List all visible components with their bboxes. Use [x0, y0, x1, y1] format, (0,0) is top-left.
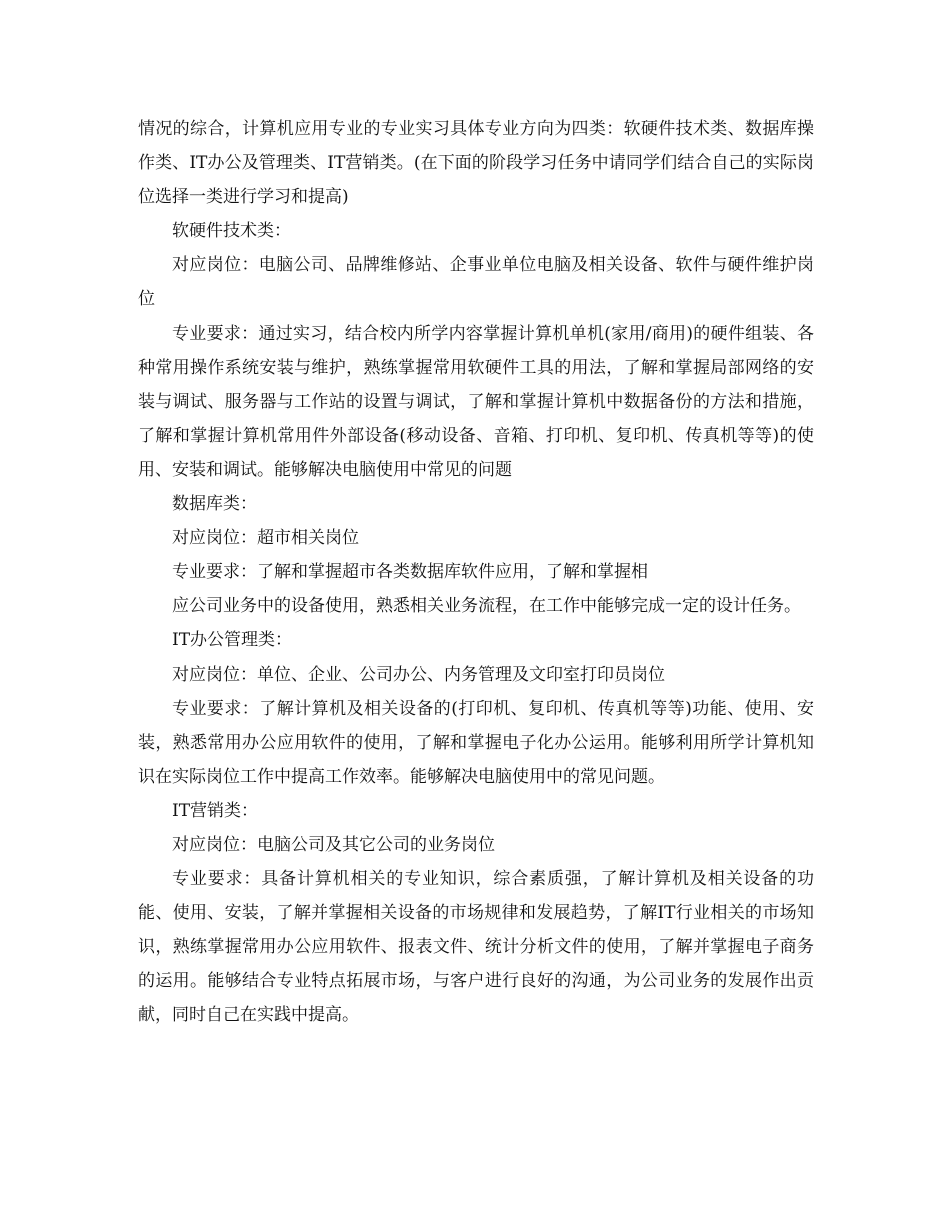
paragraph-database-positions: 对应岗位：超市相关岗位: [172, 528, 359, 549]
paragraph-database-requirements-continued: 应公司业务中的设备使用，熟悉相关业务流程，在工作中能够完成一定的设计任务。: [172, 596, 801, 617]
paragraph-hardware-requirements: 专业要求：通过实习，结合校内所学内容掌握计算机单机(家用/商用)的硬件组装、各种常用操作系统安装与维护，熟练掌握常用软硬件工具的用法，了解和掌握局部网络的安装与调试、服务器与工作站的设置与调试，了解和掌握计算机中数据备份的方法和措施，了解和掌握计算机常用件外部设备(移动设备、音箱、打印机、复印机、传真机等等)的使用、安装和调试。能够解决电脑使用中常见的问题: [138, 323, 814, 480]
heading-hardware-software: 软硬件技术类：: [172, 221, 291, 242]
heading-it-office: IT办公管理类：: [172, 630, 293, 651]
document-page: [138, 112, 814, 1033]
paragraph-database-requirements: 专业要求：了解和掌握超市各类数据库软件应用，了解和掌握相: [172, 562, 648, 583]
paragraph-hardware-positions: 对应岗位：电脑公司、品牌维修站、企事业单位电脑及相关设备、软件与硬件维护岗位: [138, 255, 814, 310]
paragraph-it-office-positions: 对应岗位：单位、企业、公司办公、内务管理及文印室打印员岗位: [172, 664, 665, 685]
paragraph-it-office-requirements: 专业要求：了解计算机及相关设备的(打印机、复印机、传真机等等)功能、使用、安装，熟悉常用办公应用软件的使用，了解和掌握电子化办公运用。能够利用所学计算机知识在实际岗位工作中提高工作效率。能够解决电脑使用中的常见问题。: [138, 698, 814, 787]
paragraph-it-marketing-positions: 对应岗位：电脑公司及其它公司的业务岗位: [172, 834, 495, 855]
paragraph-it-marketing-requirements: 专业要求：具备计算机相关的专业知识，综合素质强，了解计算机及相关设备的功能、使用、安装，了解并掌握相关设备的市场规律和发展趋势，了解IT行业相关的市场知识，熟练掌握常用办公应用软件、报表文件、统计分析文件的使用，了解并掌握电子商务的运用。能够结合专业特点拓展市场，与客户进行良好的沟通，为公司业务的发展作出贡献，同时自己在实践中提高。: [138, 869, 814, 1026]
heading-it-marketing: IT营销类：: [172, 800, 259, 821]
heading-database: 数据库类：: [172, 494, 257, 515]
paragraph-intro-continued: 情况的综合，计算机应用专业的专业实习具体专业方向为四类：软硬件技术类、数据库操作类、IT办公及管理类、IT营销类。(在下面的阶段学习任务中请同学们结合自己的实际岗位选择一类进行学习和提高): [138, 119, 814, 208]
